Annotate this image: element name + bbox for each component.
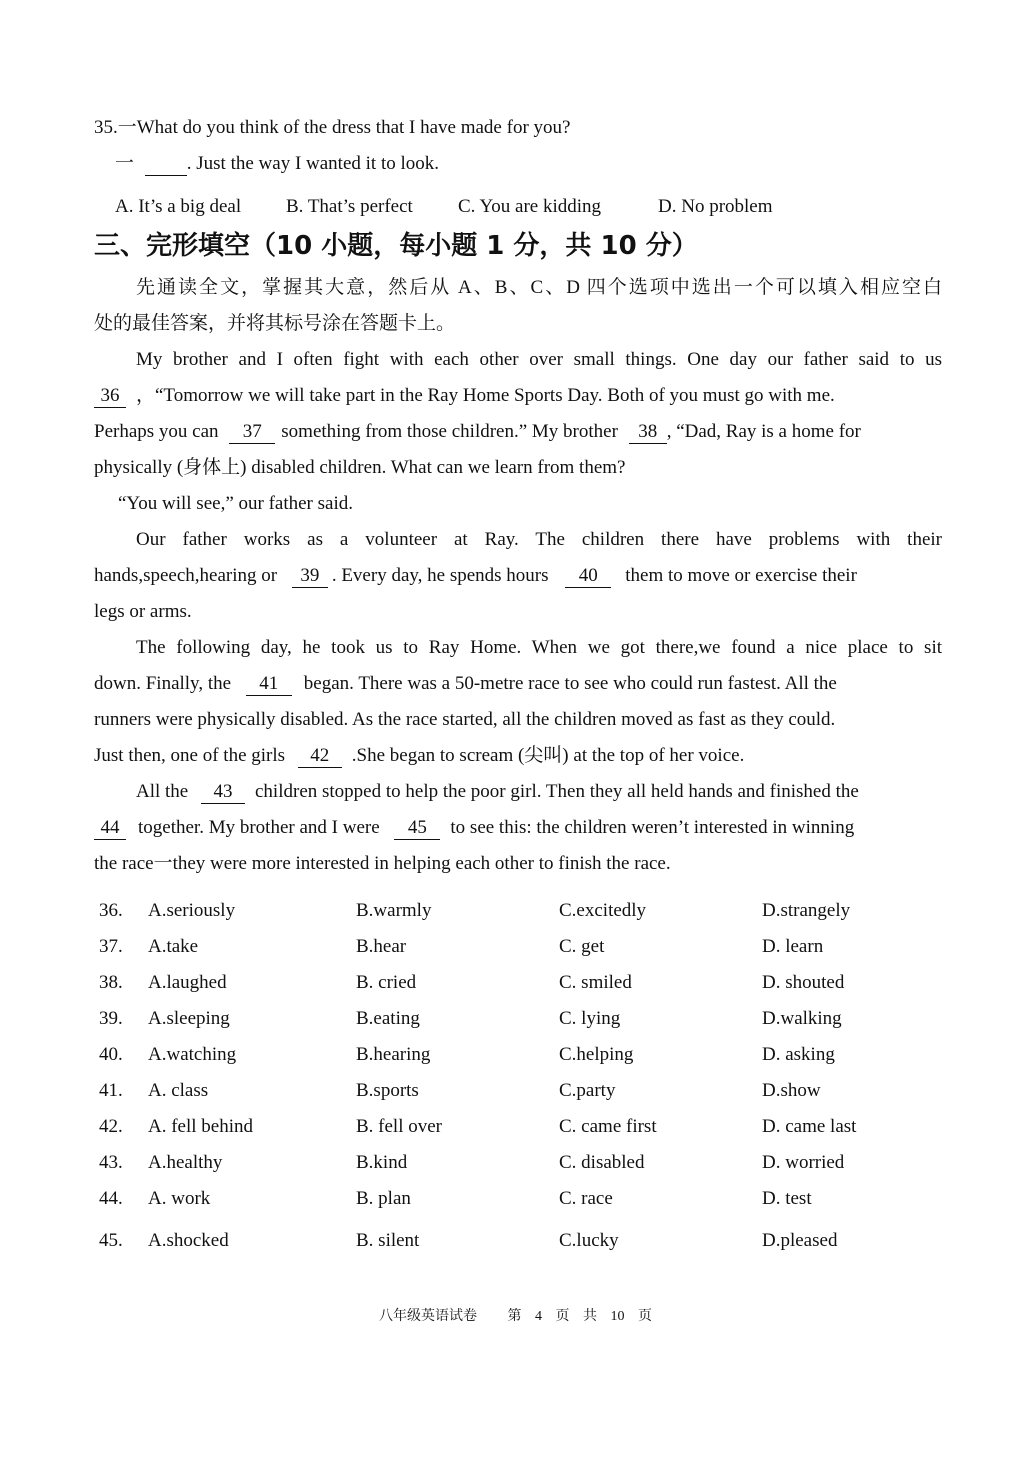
- choice-d: D. asking: [762, 1044, 835, 1065]
- passage-text: something from those children.” My brother: [281, 421, 618, 442]
- footer-page-num: 4: [535, 1309, 542, 1324]
- passage-text: , “Dad, Ray is a home for: [666, 421, 861, 442]
- blank-44: 44: [94, 817, 126, 840]
- choice-b: B. cried: [356, 972, 417, 993]
- q35-question: 35.一What do you think of the dress that I have made for you?: [94, 117, 571, 138]
- choice-c: C. get: [559, 936, 605, 957]
- choice-c: C. smiled: [559, 972, 632, 993]
- passage-line-7: [94, 564, 942, 588]
- choice-c: C.lucky: [559, 1230, 619, 1251]
- choice-d: D.show: [762, 1080, 821, 1101]
- blank-36: 36: [94, 385, 126, 408]
- choice-number: 43.: [99, 1152, 123, 1173]
- choice-number: 45.: [99, 1230, 123, 1251]
- footer-page-mid: 页: [555, 1309, 570, 1324]
- choice-c: C. came first: [559, 1116, 657, 1137]
- q35-option-a: A. It’s a big deal: [115, 196, 242, 217]
- choice-number: 37.: [99, 936, 123, 957]
- q35-option-d: D. No problem: [658, 196, 773, 217]
- choice-b: B.kind: [356, 1152, 408, 1173]
- choice-d: D. came last: [762, 1116, 857, 1137]
- passage-text: All the: [136, 781, 189, 802]
- passage-text: hands,speech,hearing or: [94, 565, 278, 586]
- choice-number: 38.: [99, 972, 123, 993]
- footer-subject: 八年级英语试卷: [379, 1309, 477, 1324]
- choice-c: C. disabled: [559, 1152, 645, 1173]
- passage-line-9: The following day, he took us to Ray Home. When we got there,we found a nice place to sit: [136, 637, 942, 658]
- blank-42: 42: [298, 745, 342, 768]
- blank-38: 38: [629, 421, 667, 444]
- passage-text: down. Finally, the: [94, 673, 232, 694]
- q35-response-text: . Just the way I wanted it to look.: [186, 153, 440, 174]
- choice-a: A. work: [148, 1188, 211, 1209]
- choice-c: C.party: [559, 1080, 616, 1101]
- choice-d: D. test: [762, 1188, 812, 1209]
- passage-line-6: Our father works as a volunteer at Ray. The children there have problems with their: [136, 529, 942, 550]
- choice-a: A.watching: [148, 1044, 237, 1065]
- q35-response: [115, 152, 963, 176]
- blank-43: 43: [201, 781, 245, 804]
- choice-c: C.excitedly: [559, 900, 647, 921]
- choice-b: B.sports: [356, 1080, 419, 1101]
- q35-option-b: B. That’s perfect: [286, 196, 413, 217]
- instruction-line-2: 处的最佳答案，并将其标号涂在答题卡上。: [94, 313, 456, 334]
- passage-line-15: the race一they were more interested in helping each other to finish the race.: [94, 853, 671, 874]
- choice-d: D. shouted: [762, 972, 845, 993]
- passage-line-11: runners were physically disabled. As the race started, all the children moved as fast as they could.: [94, 709, 836, 730]
- choice-number: 44.: [99, 1188, 123, 1209]
- choice-d: D. learn: [762, 936, 824, 957]
- passage-line-13: [136, 780, 984, 804]
- passage-line-5: “You will see,” our father said.: [118, 493, 353, 514]
- choice-a: A.sleeping: [148, 1008, 230, 1029]
- choice-b: B. plan: [356, 1188, 411, 1209]
- choice-d: D.strangely: [762, 900, 851, 921]
- passage-line-8: legs or arms.: [94, 601, 192, 622]
- choice-d: D.walking: [762, 1008, 842, 1029]
- choice-b: B.hear: [356, 936, 407, 957]
- choice-c: C.helping: [559, 1044, 634, 1065]
- passage-text: them to move or exercise their: [625, 565, 857, 586]
- blank-37: 37: [229, 421, 275, 444]
- choice-number: 40.: [99, 1044, 123, 1065]
- choice-c: C. race: [559, 1188, 613, 1209]
- choice-b: B. silent: [356, 1230, 420, 1251]
- q35-option-c: C. You are kidding: [458, 196, 602, 217]
- q35-blank: [145, 153, 187, 176]
- passage-text: .She began to scream (尖叫) at the top of her voice.: [351, 745, 745, 766]
- choice-b: B.warmly: [356, 900, 432, 921]
- passage-line-2: [94, 384, 942, 408]
- footer-total-num: 10: [610, 1309, 625, 1324]
- blank-45: 45: [394, 817, 440, 840]
- choice-b: B.hearing: [356, 1044, 431, 1065]
- page-footer: [0, 1307, 1031, 1327]
- choice-b: B.eating: [356, 1008, 420, 1029]
- passage-text: together. My brother and I were: [138, 817, 380, 838]
- choice-b: B. fell over: [356, 1116, 443, 1137]
- passage-line-4: physically (身体上) disabled children. What can we learn from them?: [94, 457, 626, 478]
- passage-text: Just then, one of the girls: [94, 745, 286, 766]
- passage-text: ，“Tomorrow we will take part in the Ray Home Sports Day. Both of you must go with me.: [136, 385, 835, 406]
- choice-number: 39.: [99, 1008, 123, 1029]
- footer-total-post: 页: [638, 1309, 652, 1324]
- choice-a: A. fell behind: [148, 1116, 254, 1137]
- passage-line-10: [94, 672, 942, 696]
- choice-a: A.shocked: [148, 1230, 229, 1251]
- passage-line-3: [94, 420, 942, 444]
- passage-line-1: My brother and I often fight with each other over small things. One day our father said to us: [136, 349, 942, 370]
- passage-text: Perhaps you can: [94, 421, 219, 442]
- blank-39: 39: [292, 565, 328, 588]
- q35-dash: 一: [115, 153, 135, 174]
- passage-text: began. There was a 50-metre race to see who could run fastest. All the: [303, 673, 837, 694]
- instruction-line-1: 先通读全文，掌握其大意，然后从 A、B、C、D 四个选项中选出一个可以填入相应空白: [136, 277, 942, 298]
- choice-d: D. worried: [762, 1152, 845, 1173]
- choice-d: D.pleased: [762, 1230, 838, 1251]
- passage-line-14: [94, 816, 942, 840]
- choice-number: 36.: [99, 900, 123, 921]
- passage-text: . Every day, he spends hours: [331, 565, 549, 586]
- choice-number: 42.: [99, 1116, 123, 1137]
- choice-a: A. class: [148, 1080, 209, 1101]
- choice-c: C. lying: [559, 1008, 621, 1029]
- blank-41: 41: [246, 673, 292, 696]
- choice-a: A.seriously: [148, 900, 236, 921]
- section-heading: 三、完形填空（10 小题，每小题 1 分，共 10 分）: [94, 231, 698, 261]
- passage-text: to see this: the children weren’t interested in winning: [450, 817, 855, 838]
- footer-page-pre: 第: [507, 1309, 522, 1324]
- passage-text: children stopped to help the poor girl. Then they all held hands and finished the: [255, 781, 859, 802]
- footer-total-pre: 共: [583, 1309, 597, 1324]
- choice-number: 41.: [99, 1080, 123, 1101]
- passage-line-12: [94, 744, 942, 768]
- choice-a: A.take: [148, 936, 199, 957]
- blank-40: 40: [565, 565, 611, 588]
- choice-a: A.healthy: [148, 1152, 223, 1173]
- choice-a: A.laughed: [148, 972, 227, 993]
